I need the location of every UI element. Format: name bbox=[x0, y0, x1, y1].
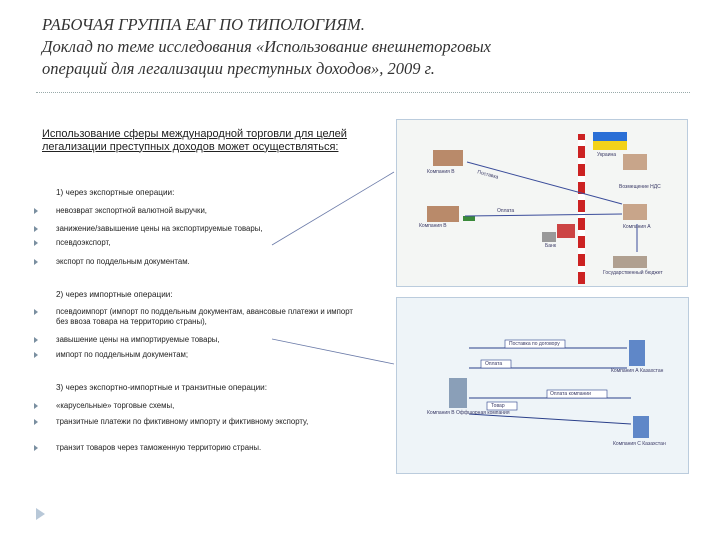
company-b2-label: Компания В bbox=[419, 223, 447, 229]
supply-label: Поставка по договору bbox=[509, 341, 560, 347]
section-heading-import: 2) через импортные операции: bbox=[56, 290, 173, 299]
bank-label: Банк bbox=[545, 243, 557, 249]
company-a-building-icon bbox=[629, 340, 645, 366]
payment-label: Оплата bbox=[497, 208, 515, 214]
border-line bbox=[578, 134, 585, 284]
company-b-label: Компания В Оффшорная компания bbox=[427, 410, 510, 416]
export-scheme-graphics bbox=[397, 120, 687, 286]
company-c-label: Компания С Казахстан bbox=[613, 441, 666, 447]
section-heading-transit: 3) через экспортно-импортные и транзитные операции: bbox=[56, 383, 268, 392]
list-item: транзит товаров через таможенную территорию страны. bbox=[56, 443, 262, 452]
list-item: «карусельные» торговые схемы, bbox=[56, 401, 175, 410]
ukraine-label: Украина bbox=[597, 152, 617, 158]
goods-label: Товар bbox=[491, 403, 505, 409]
connector-line bbox=[272, 172, 394, 245]
company-b-label: Компания В bbox=[427, 169, 455, 175]
list-item: экспорт по поддельным документам. bbox=[56, 257, 190, 266]
title-line-3: операций для легализации преступных доходов», 2009 г. bbox=[42, 59, 435, 78]
company-b-building-icon bbox=[433, 150, 463, 166]
state-budget-label: Государственный бюджет bbox=[603, 270, 663, 276]
bank-building-icon bbox=[542, 232, 556, 242]
bank-icon bbox=[557, 224, 575, 238]
list-item: импорт по поддельным документам; bbox=[56, 350, 189, 359]
company-a-label: Компания А bbox=[623, 224, 651, 230]
bank-mark bbox=[463, 216, 475, 221]
list-item: транзитные платежи по фиктивному импорту и фиктивному экспорту, bbox=[56, 417, 309, 426]
connector-line bbox=[272, 339, 394, 364]
export-scheme-diagram bbox=[396, 119, 688, 287]
title-line-1: РАБОЧАЯ ГРУППА ЕАГ ПО ТИПОЛОГИЯМ. bbox=[42, 15, 365, 34]
title-line-2: Доклад по теме исследования «Использование внешнеторговых bbox=[42, 37, 492, 56]
payment-label: Оплата bbox=[485, 361, 503, 367]
state-budget-icon bbox=[613, 256, 647, 268]
list-item: псевдоэкспорт, bbox=[56, 238, 111, 247]
ukraine-flag-icon bbox=[593, 132, 627, 141]
list-item: занижение/завышение цены на экспортируемые товары, bbox=[56, 224, 263, 233]
payment-company-label: Оплата компании bbox=[550, 391, 591, 397]
supply-arrow bbox=[467, 162, 622, 204]
list-item: псевдоимпорт (импорт по поддельным документам, авансовые платежи и импорт без ввоза товара на территорию страны), bbox=[56, 307, 353, 326]
section-heading-export: 1) через экспортные операции: bbox=[56, 188, 175, 197]
company-b-building-icon bbox=[449, 378, 467, 408]
company-c-building-icon bbox=[633, 416, 649, 438]
vat-label: Возмещение НДС bbox=[619, 184, 661, 190]
company-a2-building-icon bbox=[623, 204, 647, 220]
company-b2-building-icon bbox=[427, 206, 459, 222]
company-a-label: Компания А Казахстан bbox=[611, 368, 664, 374]
corner-arrow-icon bbox=[36, 508, 45, 520]
list-item: невозврат экспортной валютной выручки, bbox=[56, 206, 207, 215]
payment-arrow bbox=[465, 214, 622, 216]
supply-label: Поставка bbox=[476, 169, 500, 181]
intro-text: Использование сферы международной торговли для целей легализации преступных доходов может осуществляться: bbox=[42, 128, 347, 153]
list-item: завышение цены на импортируемые товары, bbox=[56, 335, 220, 344]
company-a-building-icon bbox=[623, 154, 647, 170]
import-scheme-diagram bbox=[396, 297, 689, 474]
